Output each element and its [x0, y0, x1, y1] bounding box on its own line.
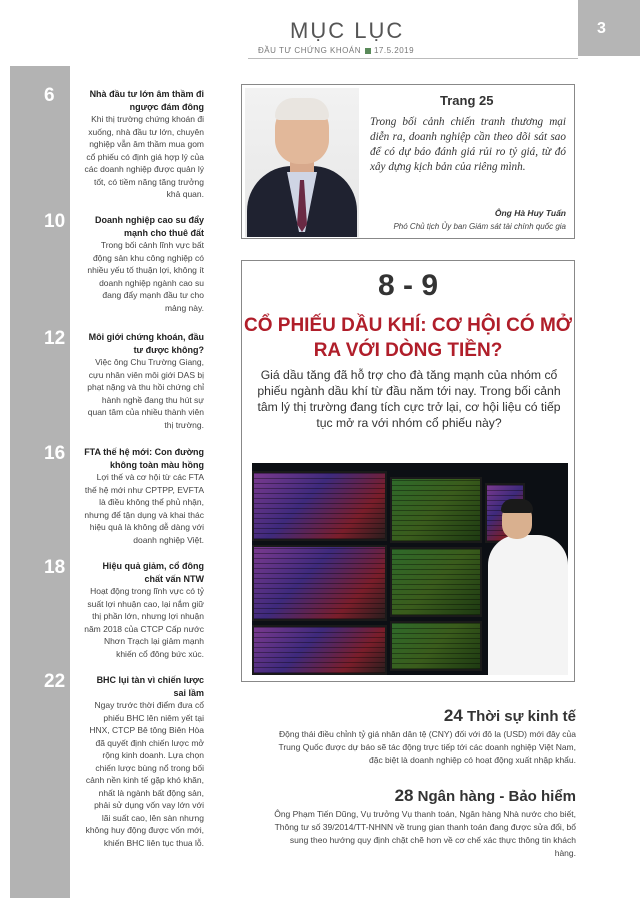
toc-entry-desc: Việc ông Chu Trường Giang, cựu nhân viên môi giới DAS bị phạt nặng và thu hồi chứng chỉ hành nghề đang thu hút sự quan tâm của nhiều thành viên thị trường.: [87, 357, 204, 430]
toc-entry-desc: Lợi thế và cơ hội từ các FTA thế hệ mới như CPTPP, EVFTA là điều không thể phủ nhận, nhưng để tận dụng và khai thác hiệu quả là không dễ dàng với doanh nghiệp Việt.: [84, 472, 204, 545]
article-title-line[interactable]: [270, 786, 576, 806]
toc-entry[interactable]: [44, 671, 204, 849]
author-portrait: [245, 88, 359, 237]
publication-line: [258, 46, 414, 55]
toc-entry-title[interactable]: Môi giới chứng khoán, đầu tư được không?: [88, 332, 204, 355]
toc-entry-page: 6: [44, 85, 55, 106]
toc-entry[interactable]: [44, 443, 204, 546]
article-entry[interactable]: [270, 706, 576, 767]
publication-name: ĐẦU TƯ CHỨNG KHOÁN: [258, 46, 361, 55]
featured-headline[interactable]: CỔ PHIẾU DẦU KHÍ: CƠ HỘI CÓ MỞ RA VỚI DÒNG TIỀN?: [244, 315, 572, 361]
stock-board-photo: [252, 463, 568, 675]
toc-entry[interactable]: [44, 557, 204, 660]
featured-story[interactable]: [241, 260, 575, 682]
page-title: MỤC LỤC: [290, 18, 405, 43]
quote-author-role: Phó Chủ tịch Ủy ban Giám sát tài chính quốc gia: [393, 222, 566, 231]
article-page: 24: [443, 706, 463, 725]
article-page: 28: [394, 786, 414, 805]
article-desc: Động thái điều chỉnh tỷ giá nhân dân tệ (CNY) đối với đô la (USD) mới đây của Trung Quốc được dự báo sẽ tác động trực tiếp tới các doanh nghiệp Việt Nam, đặc biệt là doanh nghiệp có hoạt động xuất nhập khẩu.: [278, 729, 576, 765]
toc-entry-desc: Hoạt động trong lĩnh vực có tỷ suất lợi nhuận cao, lại nắm giữ thị phần lớn, nhưng lợi nhuận năm 2018 của CTCP Cấp nước Nhơn Trạch lại giảm mạnh khiến cổ đông bức xúc.: [84, 586, 204, 659]
toc-entry-desc: Ngay trước thời điểm đưa cổ phiếu BHC lên niêm yết tại HNX, CTCP Bê tông Biên Hòa đã quyết định chiến lược mở rộng kinh doanh. Lựa chọn chiến lược bùng nổ trong bối cảnh nền kinh tế gặp khó khăn, nhất là ngành bất động sản, phải sử dụng vốn vay lớn với lãi suất cao, lên sàn nhưng không huy động được vốn mới, khiến BHC liên tục thua lỗ.: [85, 700, 204, 848]
article-desc: Ông Phạm Tiến Dũng, Vụ trưởng Vụ thanh toán, Ngân hàng Nhà nước cho biết, Thông tư số 39/2014/TT-NHNN về trung gian thanh toán đang được sửa đổi, bổ sung theo hướng quy định chặt chẽ hơn về cơ chế xác thực thông tin khách hàng.: [274, 809, 576, 858]
toc-entry-page: 12: [44, 328, 66, 349]
featured-lead: Giá dầu tăng đã hỗ trợ cho đà tăng mạnh của nhóm cổ phiếu ngành dầu khí từ đầu năm tới nay. Trong bối cảnh tâm lý thị trường đang tích cực trở lại, cơ hội liệu có tiếp tục mở ra với nhóm cổ phiếu này?: [257, 368, 561, 430]
header-divider: [248, 58, 578, 59]
toc-entry-desc: Khi thị trường chứng khoán đi xuống, nhà đầu tư lớn, chuyên nghiệp vẫn âm thầm mua gom cổ phiếu có định giá hợp lý của các doanh nghiệp được quản lý tốt, có tiềm năng tăng trưởng khả quan.: [84, 114, 204, 199]
toc-entry-page: 18: [44, 557, 66, 578]
quote-box-page: Trang 25: [440, 93, 494, 108]
article-title-line[interactable]: [270, 706, 576, 726]
toc-entry-page: 16: [44, 443, 66, 464]
toc-entry[interactable]: [44, 328, 204, 431]
quote-text: Trong bối cảnh chiến tranh thương mại diễn ra, doanh nghiệp cần theo dõi sát sao để có dự báo đánh giá rủi ro tỷ giá, từ đó xây dựng kịch bản của riêng mình.: [370, 116, 566, 173]
page-number-tab: [578, 0, 640, 56]
toc-entry-title[interactable]: Hiệu quả giảm, cổ đông chất vấn NTW: [102, 561, 204, 584]
toc-entry-title[interactable]: Nhà đầu tư lớn âm thầm đi ngược đám đông: [89, 89, 204, 112]
article-title: Thời sự kinh tế: [466, 708, 576, 725]
toc-entry[interactable]: [44, 211, 204, 314]
page-number: 3: [597, 20, 606, 37]
toc-entry-title[interactable]: BHC lụi tàn vì chiến lược sai lầm: [96, 675, 204, 698]
quote-author: Ông Hà Huy Tuấn: [494, 208, 566, 218]
quote-box[interactable]: [241, 84, 575, 239]
featured-pages: 8 - 9: [377, 269, 439, 302]
toc-entry-page: 22: [44, 671, 66, 692]
toc-entry-page: 10: [44, 211, 66, 232]
toc-entry-title[interactable]: Doanh nghiệp cao su đẩy mạnh cho thuê đất: [94, 215, 204, 238]
article-title: Ngân hàng - Bảo hiểm: [417, 788, 576, 805]
toc-entry-title[interactable]: FTA thế hệ mới: Con đường không toàn màu hồng: [84, 447, 204, 470]
issue-date: 17.5.2019: [373, 46, 415, 55]
toc-entry[interactable]: [44, 85, 204, 201]
square-bullet-icon: [365, 48, 371, 54]
article-entry[interactable]: [270, 786, 576, 860]
toc-entry-desc: Trong bối cảnh lĩnh vực bất động sản khu công nghiệp có nhiều yếu tố thuận lợi, không ít doanh nghiệp ngành cao su đang đẩy mạnh đầu tư cho mảng này.: [87, 240, 204, 313]
